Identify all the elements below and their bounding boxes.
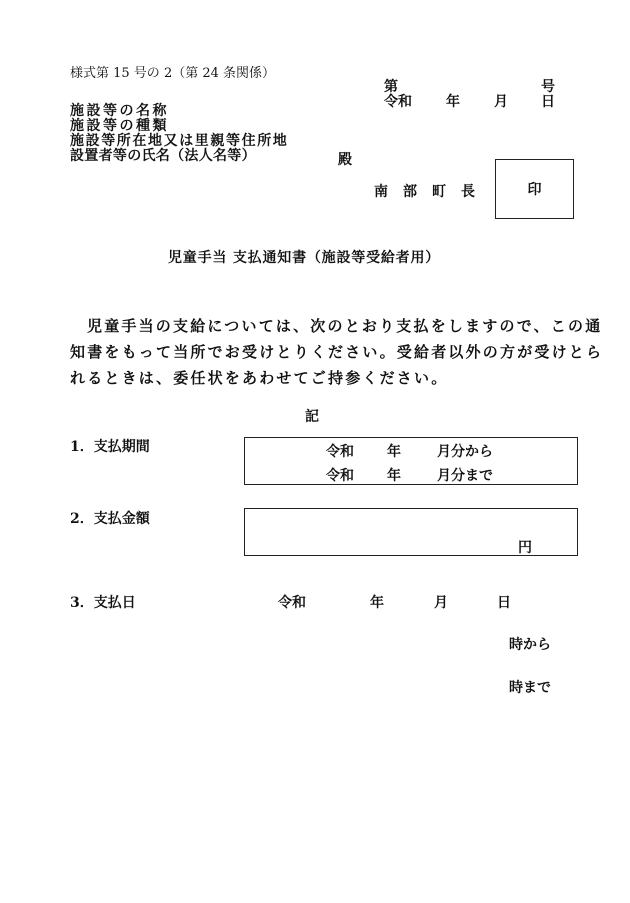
- issue-date-year: 年: [446, 94, 460, 110]
- payment-amount-box: [244, 508, 578, 556]
- honorific: 殿: [338, 152, 352, 168]
- payment-time-to: 時まで: [509, 680, 551, 696]
- document-title: 児童手当 支払通知書（施設等受給者用）: [168, 250, 441, 266]
- body-line-1: 児童手当の支給については、次のとおり支払をしますので、この通: [87, 317, 603, 335]
- doc-number-suffix: 号: [541, 79, 555, 95]
- facility-type-label: 施設等の種類: [70, 118, 169, 134]
- amount-unit: 円: [518, 540, 532, 556]
- issue-date-day: 日: [541, 94, 555, 110]
- operator-name-label: 設置者等の氏名（法人名等）: [70, 148, 256, 164]
- period-to-year: 年: [387, 468, 401, 484]
- body-line-2: 知書をもって当所でお受けとりください。受給者以外の方が受けとら: [70, 343, 604, 361]
- period-to-era: 令和: [326, 468, 354, 484]
- issue-date-month: 月: [494, 94, 508, 110]
- issuer-mayor: 南部町長: [374, 184, 490, 200]
- payment-amount-label: 2．支払金額: [70, 511, 150, 527]
- form-number: 様式第 15 号の 2（第 24 条関係）: [70, 66, 276, 81]
- payment-date-label: 3．支払日: [70, 595, 136, 611]
- payment-date-month: 月: [434, 595, 448, 611]
- facility-address-label: 施設等所在地又は里親等住所地: [70, 133, 289, 149]
- payment-date-year: 年: [370, 595, 384, 611]
- period-from-year: 年: [387, 444, 401, 460]
- doc-number-prefix: 第: [384, 79, 398, 95]
- body-line-3: れるときは、委任状をあわせてご持参ください。: [70, 369, 449, 387]
- period-from-month: 月分から: [437, 444, 493, 460]
- issue-date-era: 令和: [384, 94, 412, 110]
- period-to-month: 月分まで: [437, 468, 493, 484]
- facility-name-label: 施設等の名称: [70, 103, 169, 119]
- payment-time-from: 時から: [509, 637, 551, 653]
- body-paragraph: [70, 313, 604, 391]
- seal-label: 印: [527, 182, 542, 198]
- ki-heading: 記: [305, 409, 319, 425]
- payment-period-box: [244, 437, 578, 485]
- period-from-era: 令和: [326, 444, 354, 460]
- payment-period-label: 1．支払期間: [70, 439, 150, 455]
- seal-box: [495, 159, 574, 219]
- payment-date-era: 令和: [278, 595, 306, 611]
- payment-date-day: 日: [497, 595, 511, 611]
